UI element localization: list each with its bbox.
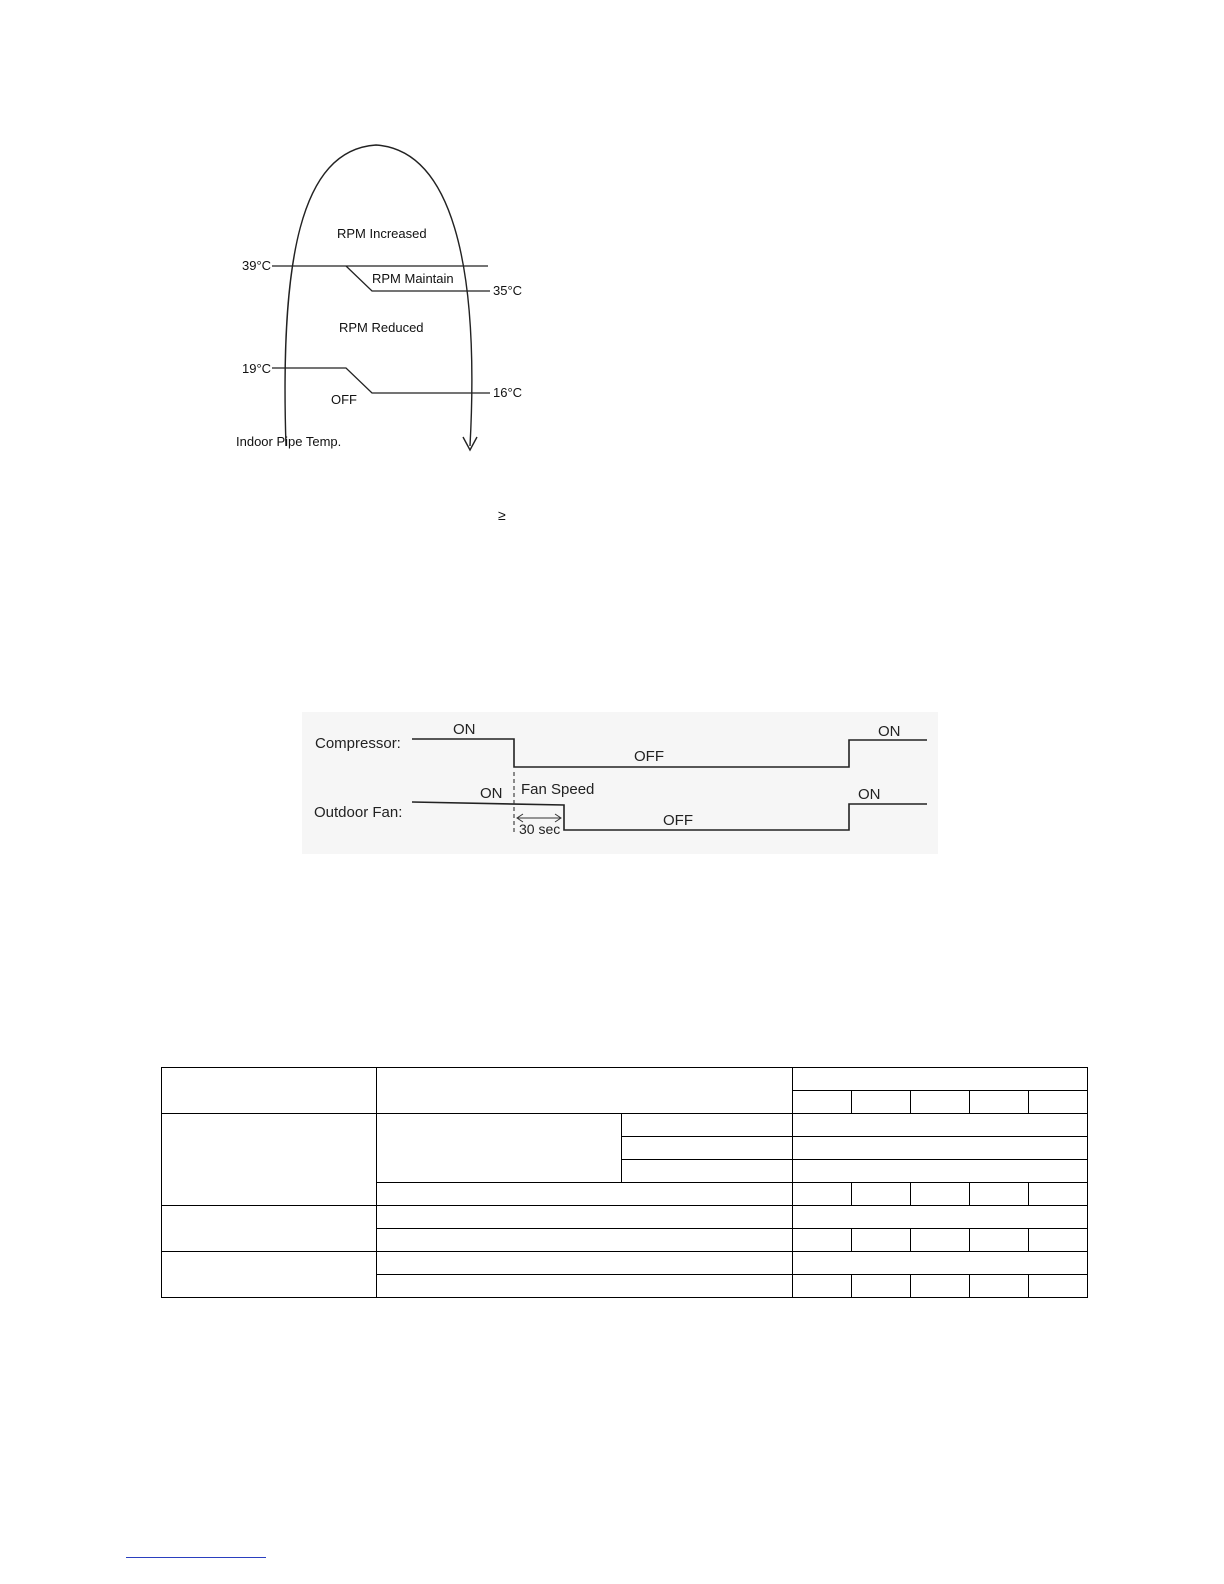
table-cell: [793, 1275, 852, 1298]
table-cell: [970, 1091, 1029, 1114]
table-cell: [162, 1252, 377, 1298]
outdoor-fan-on-right: ON: [858, 786, 881, 803]
table-cell: [793, 1183, 852, 1206]
table-cell: [793, 1068, 1088, 1091]
temp-39c: 39°C: [242, 258, 272, 273]
spec-table: [161, 1067, 1088, 1298]
table-cell: [793, 1114, 1088, 1137]
table-cell: [1029, 1183, 1088, 1206]
table-cell: [793, 1206, 1088, 1229]
table-cell: [377, 1252, 793, 1275]
table-cell: [911, 1091, 970, 1114]
table-cell: [793, 1160, 1088, 1183]
table-cell: [377, 1275, 793, 1298]
temp-16c: 16°C: [493, 385, 523, 400]
table-cell: [377, 1183, 793, 1206]
outdoor-fan-on-left: ON: [480, 785, 503, 802]
table-cell: [852, 1229, 911, 1252]
delay-30-sec: 30 sec: [519, 821, 561, 837]
table-cell: [377, 1206, 793, 1229]
compressor-label: Compressor:: [315, 735, 401, 752]
table-cell: [911, 1229, 970, 1252]
axis-label-indoor-pipe-temp: Indoor Pipe Temp.: [236, 434, 342, 449]
table-cell: [377, 1114, 622, 1183]
fan-speed-label: Fan Speed: [521, 781, 595, 798]
table-cell: [377, 1229, 793, 1252]
zone-rpm-maintain: RPM Maintain: [372, 271, 454, 286]
table-cell: [162, 1068, 377, 1114]
table-cell: [162, 1114, 377, 1206]
table-cell: [793, 1137, 1088, 1160]
table-cell: [970, 1229, 1029, 1252]
outdoor-fan-label: Outdoor Fan:: [314, 804, 403, 821]
temp-35c: 35°C: [493, 283, 523, 298]
footer-link-underline[interactable]: [126, 1557, 266, 1558]
table-cell: [622, 1114, 793, 1137]
compressor-off: OFF: [634, 748, 664, 765]
table-cell: [970, 1275, 1029, 1298]
table-cell: [793, 1091, 852, 1114]
zone-off: OFF: [331, 392, 357, 407]
table-cell: [1029, 1275, 1088, 1298]
table-row: [162, 1252, 1088, 1275]
table-cell: [622, 1160, 793, 1183]
compressor-on-left: ON: [453, 721, 476, 738]
table-cell: [377, 1068, 793, 1114]
outdoor-fan-off: OFF: [663, 812, 693, 829]
greater-equal-symbol: ≥: [498, 507, 506, 523]
table-cell: [622, 1137, 793, 1160]
table-row: [162, 1114, 1088, 1137]
table-cell: [911, 1183, 970, 1206]
table-cell: [1029, 1091, 1088, 1114]
table-cell: [911, 1275, 970, 1298]
table-cell: [793, 1252, 1088, 1275]
compressor-on-right: ON: [878, 723, 901, 740]
table-row: [162, 1068, 1088, 1091]
table-cell: [1029, 1229, 1088, 1252]
table-cell: [852, 1183, 911, 1206]
compressor-waveform: [412, 739, 927, 767]
table-row: [162, 1206, 1088, 1229]
table-cell: [852, 1275, 911, 1298]
table-cell: [970, 1183, 1029, 1206]
zone-rpm-reduced: RPM Reduced: [339, 320, 424, 335]
zone-rpm-increased: RPM Increased: [337, 226, 427, 241]
table-cell: [793, 1229, 852, 1252]
table-cell: [162, 1206, 377, 1252]
table-cell: [852, 1091, 911, 1114]
temp-19c: 19°C: [242, 361, 272, 376]
